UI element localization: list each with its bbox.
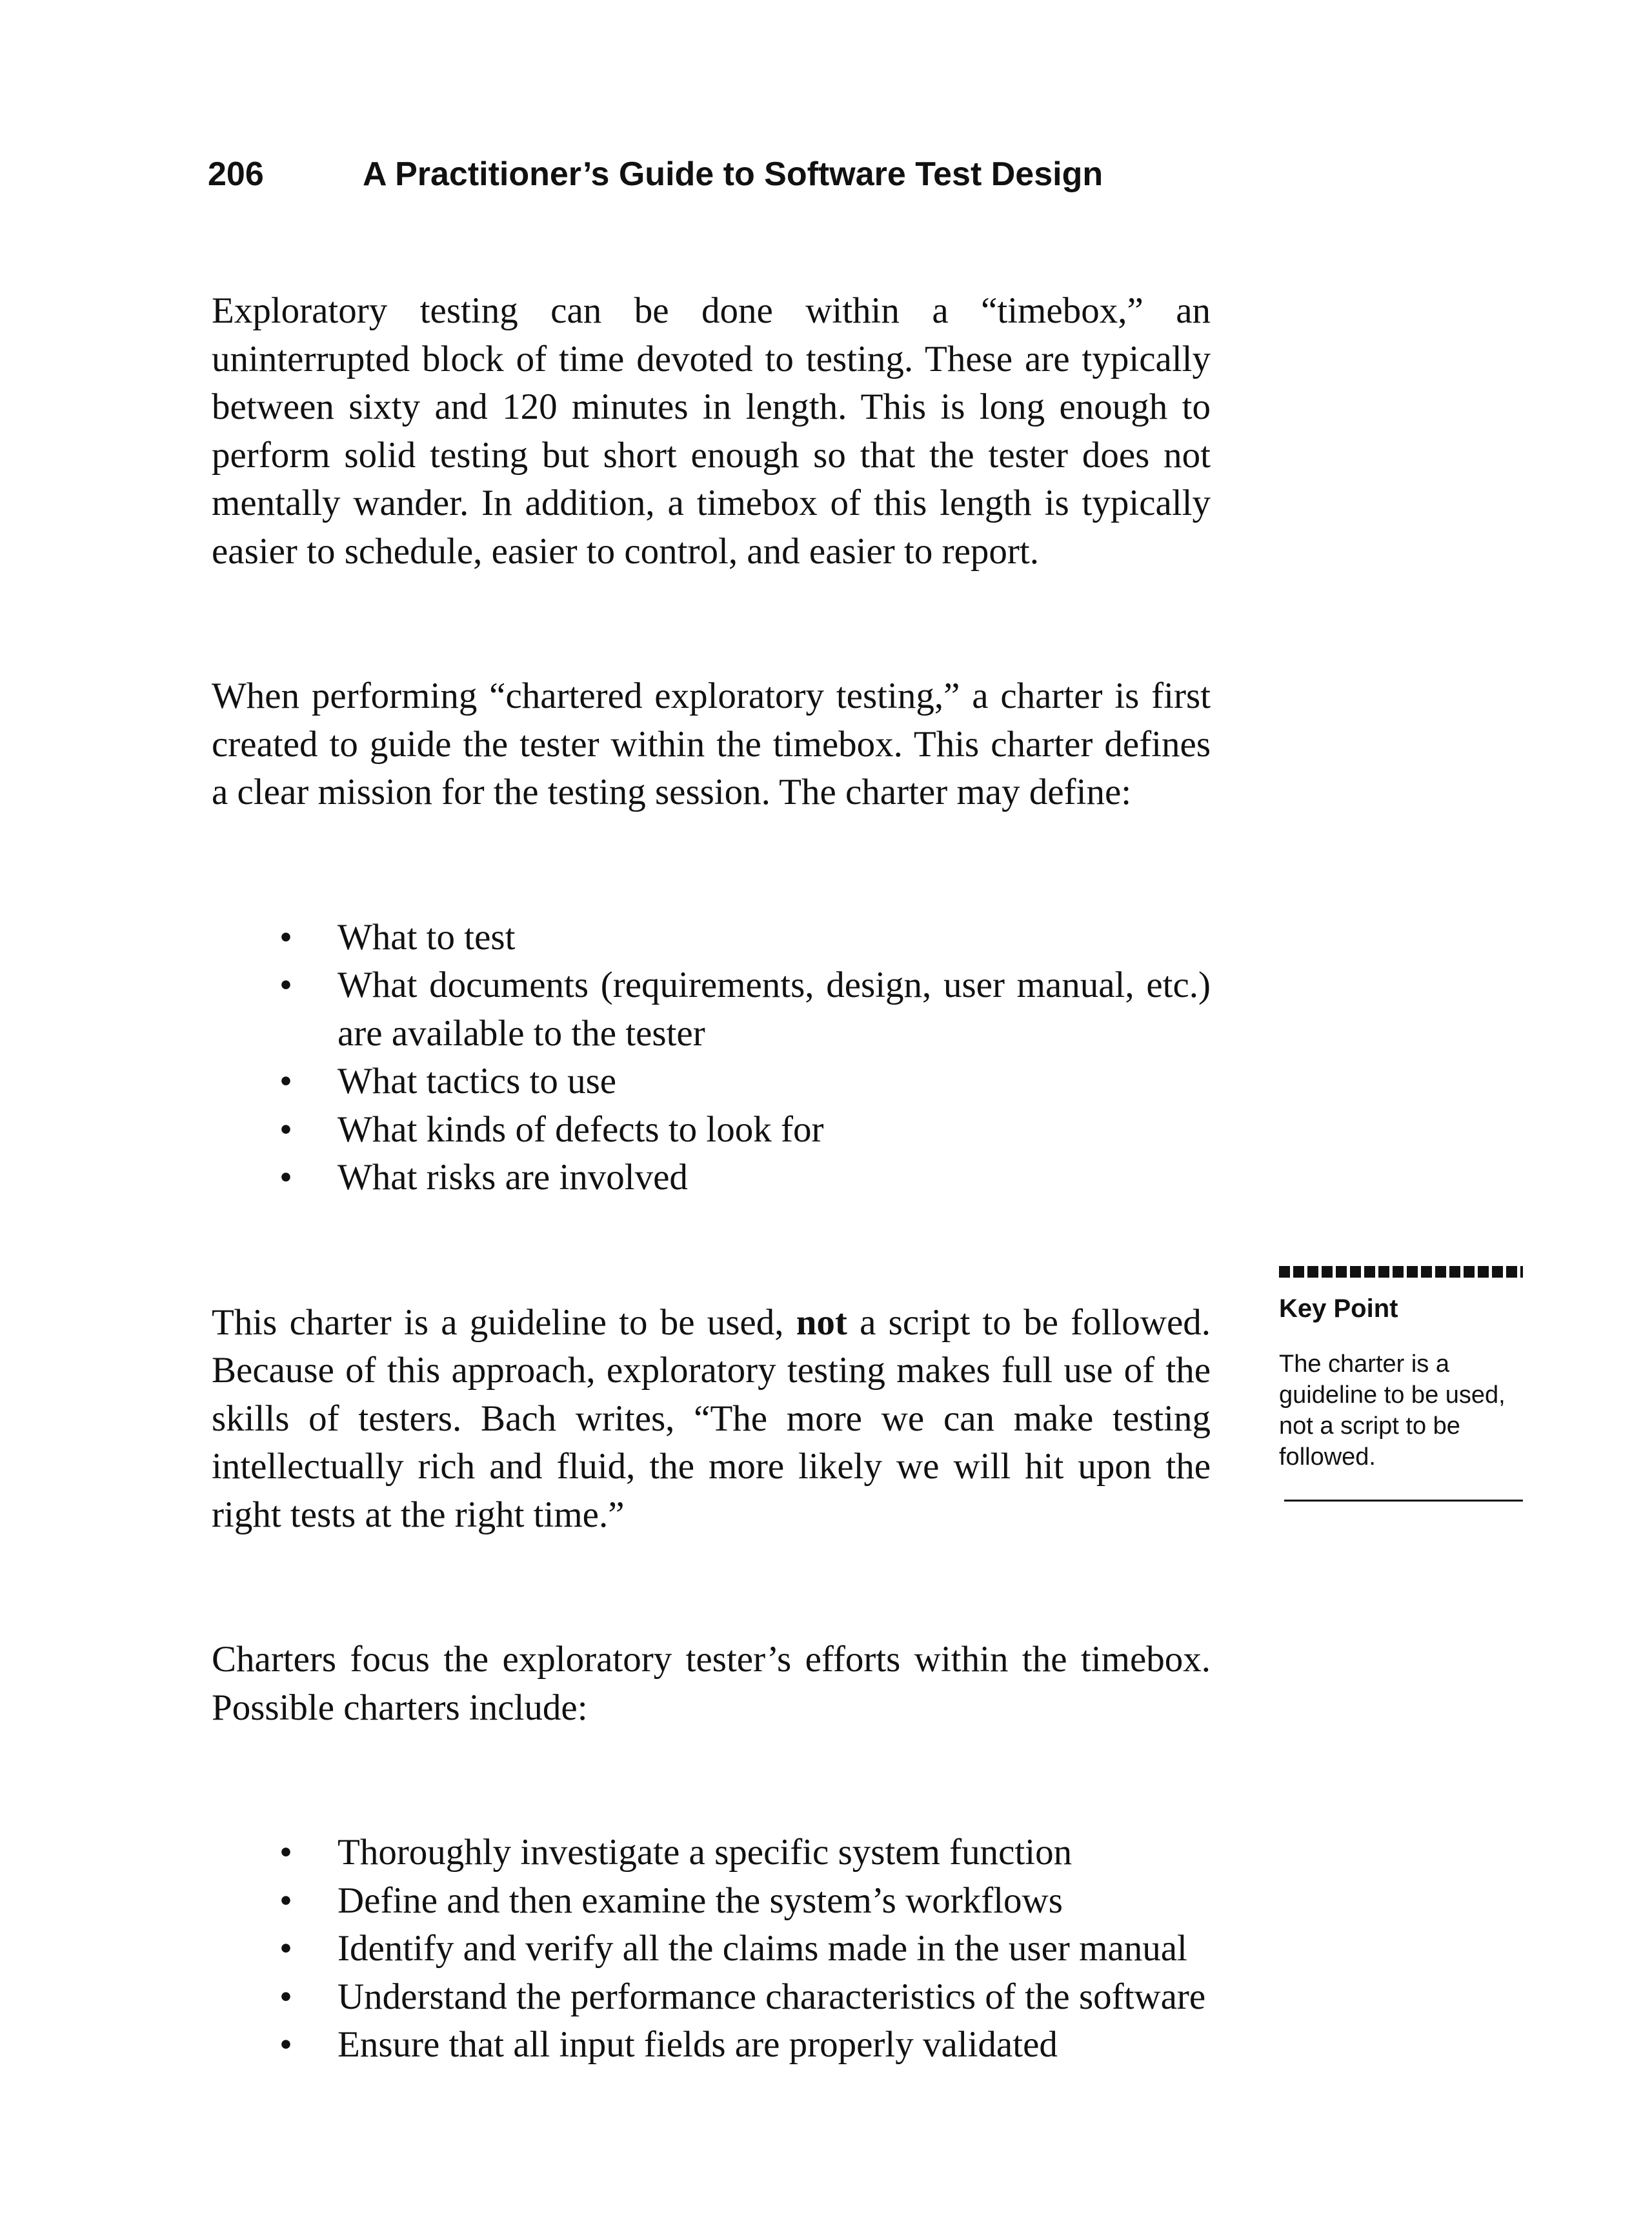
emphasis-not: not xyxy=(796,1301,847,1343)
key-point-title: Key Point xyxy=(1279,1294,1398,1323)
bullet-icon: • xyxy=(279,1109,292,1150)
paragraph-charters-focus: Charters focus the exploratory tester’s efforts within the timebox. Possible charters include: xyxy=(212,1639,1211,1728)
main-text xyxy=(212,287,1211,2069)
bullet-icon: • xyxy=(279,1832,292,1873)
list-item: • Thoroughly investigate a specific system function xyxy=(337,1829,1211,1877)
paragraph-timebox: Exploratory testing can be done within a “timebox,” an uninterrupted block of time devoted to testing. These are typically between sixty and 120 minutes in length. This is long enough to perform solid testing but short enough so that the tester does not mentally wander. In addition, a timebox of this length is typically easier to schedule, easier to control, and easier to report. xyxy=(212,290,1211,572)
running-header xyxy=(208,154,1103,195)
sidebar-bottom-rule xyxy=(1284,1500,1523,1502)
paragraph-guideline: This charter is a guideline to be used, not a script to be followed. Because of this approach, exploratory testing makes full use of the skills of testers. Bach writes, “The more we can make testing intellectually rich and fluid, the more likely we will hit upon the right tests at the right time.” xyxy=(212,1301,1211,1535)
list-item: • Define and then examine the system’s workflows xyxy=(337,1877,1211,1925)
list-item: • Identify and verify all the claims made in the user manual xyxy=(337,1925,1211,1973)
page-number: 206 xyxy=(208,156,264,193)
bullet-icon: • xyxy=(279,965,292,1005)
bullet-icon: • xyxy=(279,1928,292,1969)
key-point-sidebar xyxy=(1279,1266,1531,1502)
book-title: A Practitioner’s Guide to Software Test Design xyxy=(363,156,1103,193)
bullet-icon: • xyxy=(279,1157,292,1198)
possible-charters-list xyxy=(212,1829,1211,2069)
list-item: • What tactics to use xyxy=(337,1058,1211,1106)
bullet-icon: • xyxy=(279,1880,292,1921)
bullet-icon: • xyxy=(279,1061,292,1101)
key-point-text: The charter is a guideline to be used, not a script to be followed. xyxy=(1279,1351,1506,1471)
list-item: • Understand the performance characteristics of the software xyxy=(337,1973,1211,2022)
list-item: • What risks are involved xyxy=(337,1154,1211,1202)
bullet-icon: • xyxy=(279,916,292,958)
list-item: • What documents (requirements, design, user manual, etc.) are available to the tester xyxy=(337,961,1211,1058)
bullet-icon: • xyxy=(279,1976,292,2017)
list-item: • Ensure that all input fields are properly validated xyxy=(337,2021,1211,2069)
sidebar-dotted-rule xyxy=(1279,1266,1523,1278)
list-item: • What kinds of defects to look for xyxy=(337,1106,1211,1154)
bullet-icon: • xyxy=(279,2024,292,2065)
paragraph-chartered-testing: When performing “chartered exploratory testing,” a charter is first created to guide the tester within the timebox. This charter defines a clear mission for the testing session. The charter may define: xyxy=(212,676,1211,812)
list-item: • What to test xyxy=(337,914,1211,962)
charter-definition-list xyxy=(212,914,1211,1202)
